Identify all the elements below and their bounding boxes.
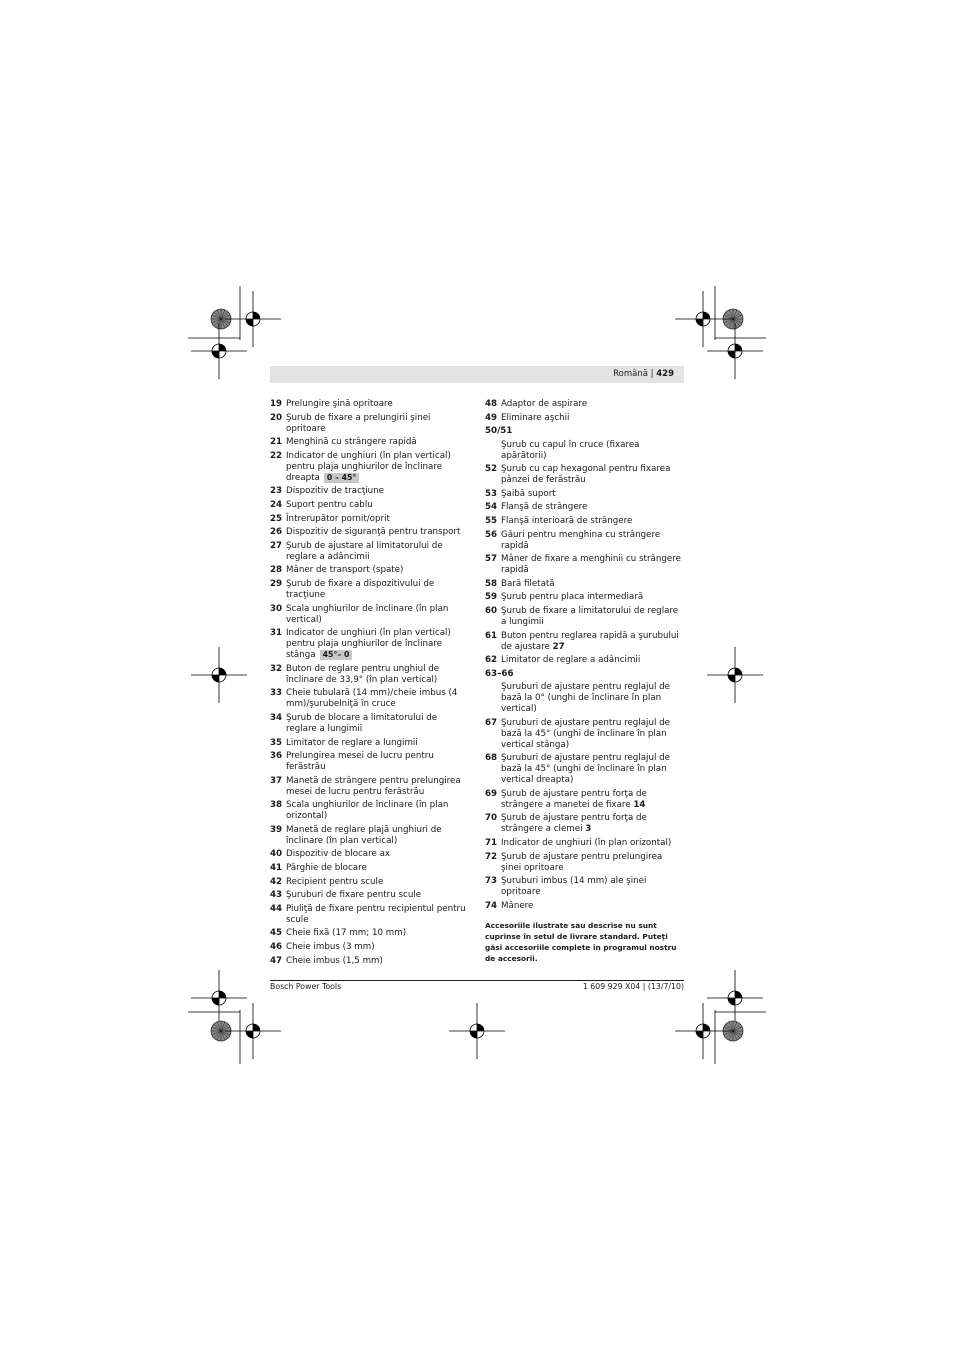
list-item bbox=[485, 516, 685, 527]
list-item bbox=[270, 713, 470, 735]
crop-mark-bottom-right-b bbox=[675, 1003, 731, 1059]
item-number: 22 bbox=[270, 450, 283, 461]
item-text: Găuri pentru menghina cu strângere rapidă bbox=[501, 529, 661, 551]
angle-range-badge: 0 – 45° bbox=[324, 473, 360, 483]
item-number: 46 bbox=[270, 942, 283, 953]
list-item bbox=[485, 554, 685, 576]
list-item bbox=[485, 606, 685, 628]
item-reference: 27 bbox=[552, 641, 565, 652]
list-item bbox=[270, 451, 470, 484]
list-item bbox=[270, 486, 470, 497]
crop-mark-mid-left bbox=[191, 647, 247, 703]
list-item bbox=[270, 776, 470, 798]
crop-mark-top-right-a bbox=[675, 291, 731, 347]
list-item bbox=[270, 928, 470, 939]
list-item bbox=[270, 904, 470, 926]
item-text: Mâner de fixare a menghinii cu strângere rapidă bbox=[501, 554, 681, 576]
item-text: Dispozitiv de blocare ax bbox=[286, 849, 391, 860]
list-item bbox=[485, 413, 685, 424]
list-item bbox=[485, 631, 685, 653]
list-item bbox=[485, 579, 685, 590]
list-item bbox=[270, 437, 470, 448]
list-item bbox=[485, 838, 685, 849]
item-text: Piuliţă de fixare pentru recipientul pentru scule bbox=[286, 903, 466, 925]
item-text: Pârghie de blocare bbox=[286, 863, 367, 874]
list-item bbox=[270, 565, 470, 576]
item-text: Prelungire şină opritoare bbox=[286, 399, 393, 409]
list-item bbox=[270, 664, 470, 686]
item-number: 72 bbox=[485, 851, 498, 862]
item-number: 45 bbox=[270, 928, 283, 939]
item-number: 37 bbox=[270, 775, 283, 786]
list-item bbox=[270, 863, 470, 874]
list-item bbox=[270, 956, 470, 967]
list-item bbox=[485, 753, 685, 786]
item-number: 44 bbox=[270, 903, 283, 914]
item-text: Şuruburi de ajustare pentru reglajul de bază la 45° (unghi de înclinare în plan vertical dreapta) bbox=[501, 753, 671, 786]
item-number: 50/51 bbox=[485, 426, 513, 437]
item-text: Limitator de reglare a adâncimii bbox=[501, 655, 641, 666]
list-item bbox=[270, 413, 470, 435]
parts-list-right bbox=[485, 399, 685, 912]
angle-range-badge: 45°– 0 bbox=[320, 650, 353, 660]
item-text: Şurub de ajustare pentru forţa de strângere a clemei bbox=[501, 813, 647, 835]
item-text: Bară filetată bbox=[501, 578, 555, 589]
list-item bbox=[485, 852, 685, 874]
item-text: Şuruburi imbus (14 mm) ale şinei opritoare bbox=[501, 876, 647, 898]
item-text: Şurub de ajustare al limitatorului de reglare a adâncimii bbox=[286, 540, 443, 562]
item-text: Indicator de unghiuri (în plan orizontal) bbox=[501, 838, 672, 849]
item-number: 71 bbox=[485, 838, 498, 849]
item-number: 27 bbox=[270, 540, 283, 551]
item-number: 43 bbox=[270, 890, 283, 901]
list-item bbox=[270, 579, 470, 601]
list-item bbox=[270, 890, 470, 901]
list-item bbox=[270, 399, 470, 410]
item-text: Dispozitiv de tracţiune bbox=[286, 486, 385, 497]
item-number: 33 bbox=[270, 688, 283, 699]
list-item bbox=[270, 942, 470, 953]
item-number: 56 bbox=[485, 529, 498, 540]
item-text: Cheie tubulară (14 mm)/cheie imbus (4 mm)/şurubelniţă în cruce bbox=[286, 688, 458, 710]
item-text: Şurub de ajustare pentru forţa de strângere a manetei de fixare bbox=[501, 788, 647, 810]
crop-mark-bottom-right-a bbox=[707, 970, 763, 1026]
item-text: Buton pentru reglarea rapidă a şurubului de ajustare bbox=[501, 630, 679, 652]
crop-mark-mid-right bbox=[707, 647, 763, 703]
list-item bbox=[270, 877, 470, 888]
list-item bbox=[485, 669, 685, 715]
item-number: 21 bbox=[270, 437, 283, 448]
item-number: 61 bbox=[485, 630, 498, 641]
list-item bbox=[485, 399, 685, 410]
header-separator: | bbox=[650, 369, 654, 379]
item-number: 47 bbox=[270, 955, 283, 966]
list-item bbox=[485, 876, 685, 898]
item-number: 52 bbox=[485, 464, 498, 475]
crop-mark-bottom-left-a bbox=[191, 970, 247, 1026]
item-number: 36 bbox=[270, 751, 283, 762]
item-text: Şurub de fixare a prelungirii şinei opritoare bbox=[286, 412, 431, 434]
item-number: 39 bbox=[270, 824, 283, 835]
item-number: 60 bbox=[485, 605, 498, 616]
item-number: 49 bbox=[485, 412, 498, 423]
item-number: 55 bbox=[485, 515, 498, 526]
item-text: Suport pentru cablu bbox=[286, 499, 373, 510]
list-item bbox=[485, 489, 685, 500]
item-number: 74 bbox=[485, 900, 498, 911]
item-number: 26 bbox=[270, 527, 283, 538]
page-header bbox=[270, 366, 684, 383]
item-number: 40 bbox=[270, 849, 283, 860]
item-number: 57 bbox=[485, 554, 498, 565]
list-item bbox=[485, 426, 685, 461]
item-number: 70 bbox=[485, 813, 498, 824]
footer-rule bbox=[270, 980, 684, 981]
list-item bbox=[270, 738, 470, 749]
item-text: Întrerupător pornit/oprit bbox=[286, 513, 390, 524]
crop-mark-top-left-b bbox=[191, 323, 247, 379]
item-text: Şurub de fixare a limitatorului de reglare a lungimii bbox=[501, 605, 679, 627]
item-number: 62 bbox=[485, 655, 498, 666]
item-text: Indicator de unghiuri (în plan vertical) pentru plaja unghiurilor de înclinare stânga bbox=[286, 628, 451, 661]
item-text: Recipient pentru scule bbox=[286, 876, 384, 887]
item-text: Indicator de unghiuri (în plan vertical) pentru plaja unghiurilor de înclinare dreapta bbox=[286, 450, 451, 483]
item-reference: 3 bbox=[585, 824, 592, 835]
list-item bbox=[485, 655, 685, 666]
list-item bbox=[485, 464, 685, 486]
accessories-note: Accesoriile ilustrate sau descrise nu sunt cuprinse în setul de livrare standard. Puteţi găsi accesoriile complete în programul nostru de accesorii. bbox=[485, 920, 677, 963]
item-text: Şaibă suport bbox=[501, 488, 556, 499]
list-item bbox=[485, 901, 685, 912]
item-number: 38 bbox=[270, 800, 283, 811]
item-number: 34 bbox=[270, 712, 283, 723]
parts-list-right-wrap bbox=[485, 399, 685, 964]
list-item bbox=[270, 527, 470, 538]
item-number: 48 bbox=[485, 399, 498, 409]
item-number: 67 bbox=[485, 717, 498, 728]
list-item bbox=[270, 604, 470, 626]
item-text: Flanşă interioară de strângere bbox=[501, 515, 633, 526]
item-text: Şurub cu cap hexagonal pentru fixarea pânzei de ferăstrău bbox=[501, 464, 671, 486]
item-text: Şurub de fixare a dispozitivului de tracţiune bbox=[286, 578, 435, 600]
list-item bbox=[485, 502, 685, 513]
list-item bbox=[485, 592, 685, 603]
item-text: Dispozitiv de siguranţă pentru transport bbox=[286, 527, 461, 538]
list-item bbox=[270, 514, 470, 525]
item-number: 69 bbox=[485, 788, 498, 799]
item-number: 58 bbox=[485, 578, 498, 589]
item-text: Mânere bbox=[501, 900, 534, 911]
parts-list-left bbox=[270, 399, 470, 969]
crop-mark-top-left-a bbox=[225, 291, 281, 347]
page-number: 429 bbox=[656, 369, 674, 379]
item-text: Şuruburi de ajustare pentru reglajul de bază la 0° (unghi de înclinare în plan vertical) bbox=[501, 682, 671, 715]
footer-brand: Bosch Power Tools bbox=[270, 982, 342, 991]
item-text: Adaptor de aspirare bbox=[501, 399, 588, 409]
list-item bbox=[270, 688, 470, 710]
item-text: Menghină cu strângere rapidă bbox=[286, 437, 417, 448]
item-number: 35 bbox=[270, 737, 283, 748]
item-number: 31 bbox=[270, 628, 283, 639]
crop-mark-bottom-center bbox=[449, 1003, 505, 1059]
item-text: Şuruburi de ajustare pentru reglajul de bază la 45° (unghi de înclinare în plan vertical stânga) bbox=[501, 717, 671, 750]
item-number: 24 bbox=[270, 499, 283, 510]
footer-doc-code: 1 609 929 X04 | (13/7/10) bbox=[582, 982, 684, 991]
item-text: Scala unghiurilor de înclinare (în plan vertical) bbox=[286, 603, 449, 625]
item-text: Cheie imbus (1,5 mm) bbox=[286, 955, 383, 966]
item-number: 41 bbox=[270, 863, 283, 874]
item-reference: 14 bbox=[633, 799, 646, 810]
item-text: Şurub de ajustare pentru prelungirea şinei opritoare bbox=[501, 851, 663, 873]
item-text: Buton de reglare pentru unghiul de înclinare de 33,9° (în plan vertical) bbox=[286, 663, 440, 685]
item-text: Mâner de transport (spate) bbox=[286, 565, 404, 576]
item-number: 54 bbox=[485, 502, 498, 513]
item-text: Prelungirea mesei de lucru pentru ferăstrău bbox=[286, 751, 434, 773]
item-number: 29 bbox=[270, 578, 283, 589]
item-number: 30 bbox=[270, 603, 283, 614]
list-item bbox=[270, 500, 470, 511]
crop-mark-bottom-left-b bbox=[225, 1003, 281, 1059]
list-item bbox=[270, 825, 470, 847]
item-number: 28 bbox=[270, 565, 283, 576]
crop-mark-top-right-b bbox=[707, 323, 763, 379]
list-item bbox=[270, 800, 470, 822]
item-number: 73 bbox=[485, 876, 498, 887]
item-number: 25 bbox=[270, 513, 283, 524]
list-item bbox=[485, 718, 685, 751]
item-text: Şurub de blocare a limitatorului de reglare a lungimii bbox=[286, 712, 438, 734]
item-text: Limitator de reglare a lungimii bbox=[286, 737, 418, 748]
list-item bbox=[270, 541, 470, 563]
item-number: 63–66 bbox=[485, 668, 514, 679]
list-item bbox=[270, 628, 470, 661]
item-number: 68 bbox=[485, 753, 498, 764]
item-text: Cheie fixă (17 mm; 10 mm) bbox=[286, 928, 407, 939]
item-number: 53 bbox=[485, 488, 498, 499]
item-text: Cheie imbus (3 mm) bbox=[286, 942, 375, 953]
list-item bbox=[485, 789, 685, 811]
list-item bbox=[270, 751, 470, 773]
item-text: Eliminare aşchii bbox=[501, 412, 570, 423]
list-item bbox=[485, 813, 685, 835]
item-text: Şurub pentru placa intermediară bbox=[501, 592, 644, 603]
item-text: Şuruburi de fixare pentru scule bbox=[286, 890, 422, 901]
header-language: Română bbox=[613, 369, 648, 379]
list-item bbox=[485, 530, 685, 552]
item-text: Scala unghiurilor de înclinare (în plan orizontal) bbox=[286, 800, 449, 822]
item-text: Şurub cu capul în cruce (fixarea apărătorii) bbox=[501, 439, 640, 461]
item-text: Manetă de reglare plajă unghiuri de înclinare (în plan vertical) bbox=[286, 824, 442, 846]
item-number: 23 bbox=[270, 486, 283, 497]
item-number: 20 bbox=[270, 412, 283, 423]
item-number: 42 bbox=[270, 876, 283, 887]
item-text: Flanşă de strângere bbox=[501, 502, 588, 513]
item-number: 32 bbox=[270, 663, 283, 674]
item-number: 19 bbox=[270, 399, 283, 409]
item-text: Manetă de strângere pentru prelungirea mesei de lucru pentru ferăstrău bbox=[286, 775, 461, 797]
item-number: 59 bbox=[485, 592, 498, 603]
list-item bbox=[270, 849, 470, 860]
